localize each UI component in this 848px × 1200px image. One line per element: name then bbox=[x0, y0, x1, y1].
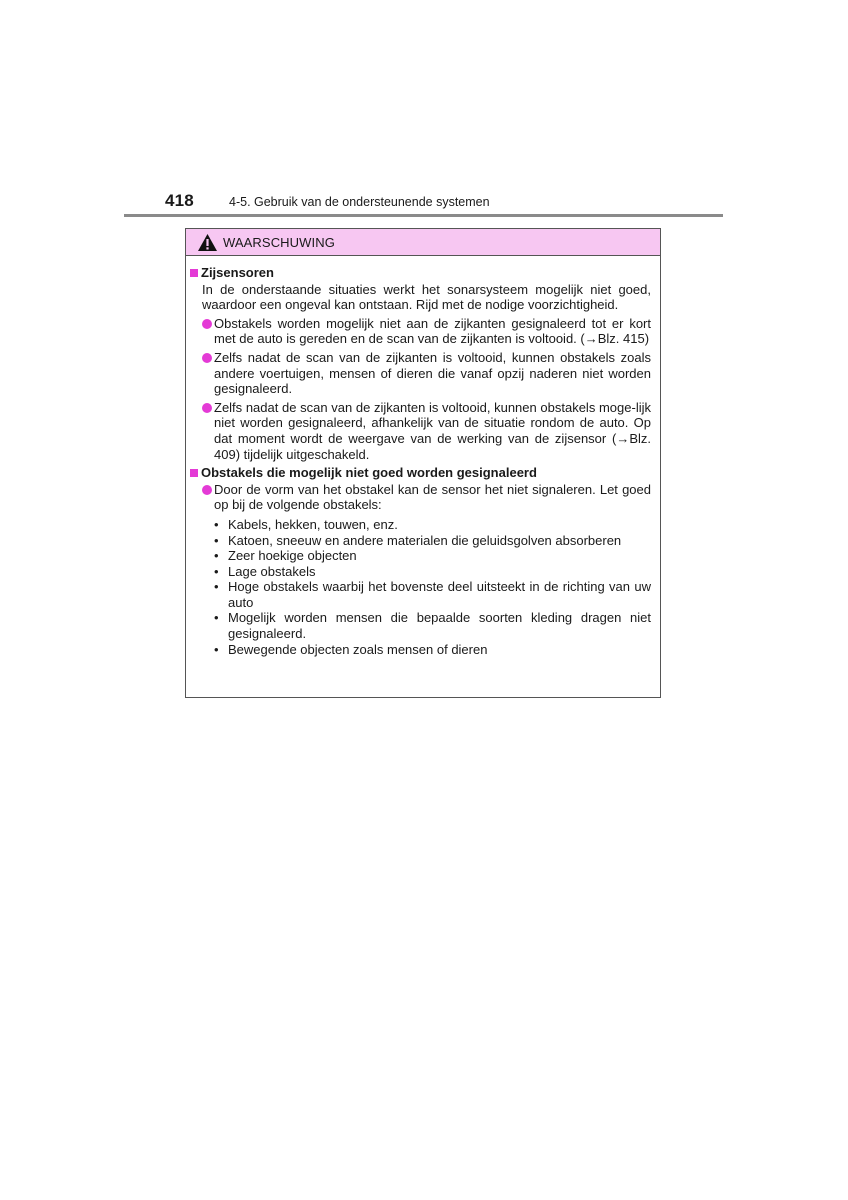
warning-body bbox=[186, 256, 660, 657]
section-heading-text: Zijsensoren bbox=[201, 265, 274, 280]
sub-list-item: • Bewegende objecten zoals mensen of dieren bbox=[214, 642, 651, 658]
warning-header bbox=[186, 229, 660, 256]
header-divider bbox=[124, 214, 723, 217]
list-item bbox=[190, 400, 651, 462]
circle-bullet-icon bbox=[202, 485, 212, 495]
sub-list-item: • Hoge obstakels waarbij het bovenste deel uitsteekt in de richting van uw auto bbox=[214, 579, 651, 610]
list-item bbox=[190, 482, 651, 513]
sub-list-item-text: Mogelijk worden mensen die bepaalde soorten kleding dragen niet gesignaleerd. bbox=[228, 610, 651, 642]
sub-list-item-text: Lage obstakels bbox=[228, 563, 316, 579]
circle-bullet-icon bbox=[202, 353, 212, 363]
list-item bbox=[190, 350, 651, 397]
list-item-text: Door de vorm van het obstakel kan de sensor het niet signaleren. Let goed op bij de volgende obstakels: bbox=[214, 481, 651, 513]
sub-list-item-text: Katoen, sneeuw en andere materialen die geluidsgolven absorberen bbox=[228, 532, 622, 548]
warning-title: WAARSCHUWING bbox=[223, 234, 335, 250]
sub-list-item-text: Zeer hoekige objecten bbox=[228, 548, 357, 564]
list-item bbox=[190, 316, 651, 347]
sub-list-item: • Kabels, hekken, touwen, enz. bbox=[214, 517, 651, 533]
sub-list-item: • Lage obstakels bbox=[214, 564, 651, 580]
chapter-title: 4-5. Gebruik van de ondersteunende systemen bbox=[229, 195, 490, 209]
page-number: 418 bbox=[165, 191, 194, 210]
list-item-text: Obstakels worden mogelijk niet aan de zijkanten gesignaleerd tot er kort met de auto is gereden en de scan van de zijkanten is voltooid. (→Blz. 415) bbox=[214, 315, 651, 347]
sub-list-item-text: Hoge obstakels waarbij het bovenste deel uitsteekt in de richting van uw auto bbox=[228, 579, 651, 610]
list-item-text: Zelfs nadat de scan van de zijkanten is voltooid, kunnen obstakels moge-lijk niet worden gesignaleerd, afhankelijk van de situatie rondom de auto. Op dat moment wordt de weergave van de werking van de zijsensor (→Blz. 409) tijdelijk uitgeschakeld. bbox=[214, 399, 651, 462]
sub-list-item: • Mogelijk worden mensen die bepaalde soorten kleding dragen niet gesignaleerd. bbox=[214, 610, 651, 642]
warning-triangle-icon bbox=[197, 233, 218, 252]
section-heading-text: Obstakels die mogelijk niet goed worden gesignaleerd bbox=[201, 465, 537, 481]
square-bullet-icon bbox=[190, 269, 198, 277]
sub-list-item-text: Kabels, hekken, touwen, enz. bbox=[228, 516, 398, 532]
section-heading bbox=[190, 265, 651, 281]
sub-list-item: • Zeer hoekige objecten bbox=[214, 548, 651, 564]
sub-list bbox=[190, 517, 651, 657]
circle-bullet-icon bbox=[202, 403, 212, 413]
sub-list-item: • Katoen, sneeuw en andere materialen die geluidsgolven absorberen bbox=[214, 533, 651, 549]
section-paragraph: In de onderstaande situaties werkt het sonarsysteem mogelijk niet goed, waardoor een ongeval kan ontstaan. Rijd met de nodige voorzichtigheid. bbox=[202, 281, 651, 313]
warning-box bbox=[185, 228, 661, 698]
circle-bullet-icon bbox=[202, 319, 212, 329]
section-heading bbox=[190, 465, 651, 481]
sub-list-item-text: Bewegende objecten zoals mensen of dieren bbox=[228, 641, 488, 657]
square-bullet-icon bbox=[190, 469, 198, 477]
list-item-text: Zelfs nadat de scan van de zijkanten is voltooid, kunnen obstakels zoals andere voertuigen, mensen of dieren die vanaf opzij naderen niet worden gesignaleerd. bbox=[214, 349, 651, 397]
